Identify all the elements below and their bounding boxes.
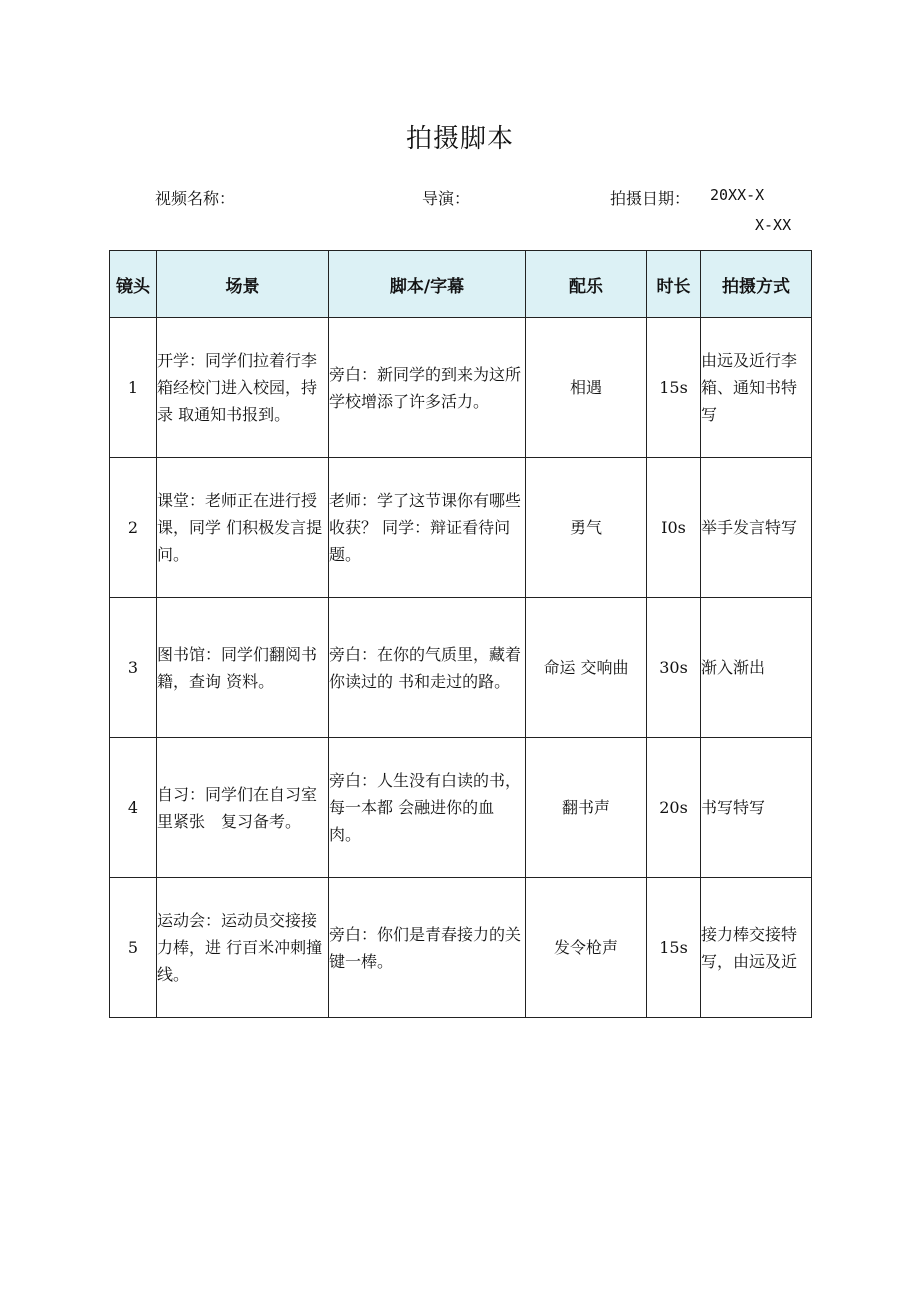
table-row [110,738,812,878]
cell-scene: 开学：同学们拉着行李箱经校门进入校园，持录 取通知书报到。 [157,318,329,458]
shoot-date-value-continued: X-XX [755,216,792,234]
cell-script: 旁白：人生没有白读的书，每一本都 会融进你的血肉。 [329,738,526,878]
cell-shot: 3 [110,598,157,738]
shooting-script-table [109,250,812,1018]
table-row [110,598,812,738]
cell-shooting-method: 渐入渐出 [701,598,812,738]
document-title: 拍摄脚本 [405,124,514,154]
header-duration: 时长 [647,251,701,318]
cell-script: 旁白：新同学的到来为这所学校增添了许多活力。 [329,318,526,458]
cell-duration: 30s [647,598,701,738]
table-header-row [110,251,812,318]
cell-script: 老师：学了这节课你有哪些收获？ 同学：辩证看待问题。 [329,458,526,598]
director-label: 导演： [422,189,471,208]
cell-scene: 自习：同学们在自习室里紧张 复习备考。 [157,738,329,878]
cell-scene: 运动会：运动员交接接力棒，进 行百米冲刺撞 线。 [157,878,329,1018]
cell-duration: 15s [647,878,701,1018]
cell-music: 相遇 [526,318,647,458]
cell-shooting-method: 举手发言特写 [701,458,812,598]
cell-music: 发令枪声 [526,878,647,1018]
cell-scene: 图书馆：同学们翻阅书籍，查询 资料。 [157,598,329,738]
cell-shooting-method: 由远及近行李箱、通知书特写 [701,318,812,458]
cell-duration: I0s [647,458,701,598]
header-shot: 镜头 [110,251,157,318]
video-name-label: 视频名称： [155,189,236,208]
header-shooting-method: 拍摄方式 [701,251,812,318]
cell-script: 旁白：在你的气质里，藏着你读过的 书和走过的路。 [329,598,526,738]
cell-shot: 5 [110,878,157,1018]
header-scene: 场景 [157,251,329,318]
cell-shot: 1 [110,318,157,458]
cell-music: 命运 交响曲 [526,598,647,738]
cell-shooting-method: 书写特写 [701,738,812,878]
shoot-date-label: 拍摄日期： [610,189,691,208]
cell-scene: 课堂：老师正在进行授课，同学 们积极发言提 问。 [157,458,329,598]
cell-shot: 4 [110,738,157,878]
table-row [110,878,812,1018]
cell-duration: 20s [647,738,701,878]
cell-script: 旁白：你们是青春接力的关键一棒。 [329,878,526,1018]
cell-duration: 15s [647,318,701,458]
cell-shooting-method: 接力棒交接特写，由远及近 [701,878,812,1018]
table-row [110,458,812,598]
cell-shot: 2 [110,458,157,598]
header-music: 配乐 [526,251,647,318]
cell-music: 翻书声 [526,738,647,878]
header-script: 脚本/字幕 [329,251,526,318]
table-row [110,318,812,458]
cell-music: 勇气 [526,458,647,598]
shoot-date-value: 20XX-X [710,186,765,204]
